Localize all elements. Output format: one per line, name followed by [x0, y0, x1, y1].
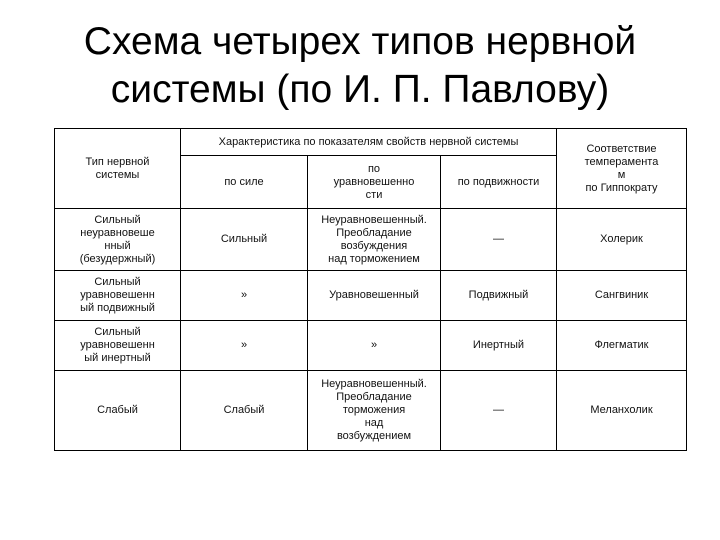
header-row: [55, 129, 687, 156]
cell-temperament: Холерик: [557, 209, 687, 271]
cell-mobility: —: [441, 209, 557, 271]
header-temperament: Соответствие темперамента м по Гиппократу: [557, 129, 687, 209]
cell-temperament: Сангвиник: [557, 271, 687, 321]
cell-strength: Сильный: [181, 209, 308, 271]
cell-strength: »: [181, 271, 308, 321]
header-balance: по уравновешенно сти: [308, 156, 441, 209]
cell-type: Сильный неуравновеше нный (безудержный): [55, 209, 181, 271]
header-characteristics: Характеристика по показателям свойств нервной системы: [181, 129, 557, 156]
table-row: [55, 321, 687, 371]
cell-balance: Уравновешенный: [308, 271, 441, 321]
cell-mobility: Инертный: [441, 321, 557, 371]
table-row: [55, 271, 687, 321]
cell-balance: Неуравновешенный. Преобладание возбуждения над торможением: [308, 209, 441, 271]
cell-balance: »: [308, 321, 441, 371]
cell-temperament: Флегматик: [557, 321, 687, 371]
cell-mobility: —: [441, 371, 557, 451]
cell-strength: Слабый: [181, 371, 308, 451]
header-type: Тип нервной системы: [55, 129, 181, 209]
cell-mobility: Подвижный: [441, 271, 557, 321]
cell-type: Сильный уравновешенн ый инертный: [55, 321, 181, 371]
cell-temperament: Меланхолик: [557, 371, 687, 451]
table-row: [55, 371, 687, 451]
table-row: [55, 209, 687, 271]
cell-balance: Неуравновешенный. Преобладание торможения над возбуждением: [308, 371, 441, 451]
nervous-system-types-table: [54, 128, 687, 451]
cell-strength: »: [181, 321, 308, 371]
slide-title: Схема четырех типов нервной системы (по И. П. Павлову): [83, 20, 637, 111]
cell-type: Слабый: [55, 371, 181, 451]
cell-type: Сильный уравновешенн ый подвижный: [55, 271, 181, 321]
header-mobility: по подвижности: [441, 156, 557, 209]
header-strength: по силе: [181, 156, 308, 209]
